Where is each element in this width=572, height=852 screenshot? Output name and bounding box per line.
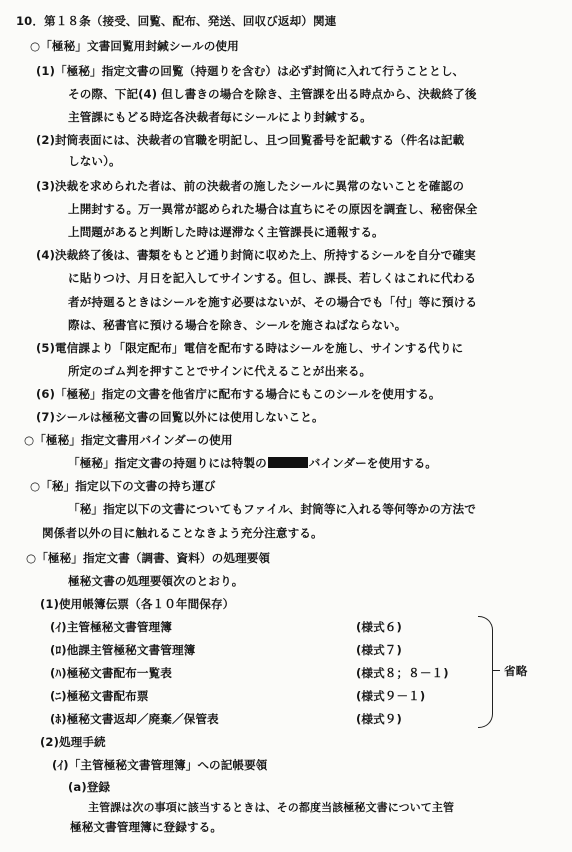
ledger-form: (様式８；８－１) (356, 666, 449, 680)
seal-item-4-line-2: に貼りつけ、月日を記入してサインする。但し、課長、若しくはこれに代わる (68, 271, 477, 286)
ledger-form: (様式９－１) (356, 689, 426, 704)
seal-item-5-line-1: (5)電信課より「限定配布」電信を配布する時はシールを施し、サインする代りに (36, 340, 464, 355)
ledger-bracket (478, 616, 493, 728)
carry-text-line-2: 関係者以外の目に触れることなきよう充分注意する。 (42, 525, 323, 540)
registration-text-line-2: 極秘文書管理簿に登録する。 (70, 820, 223, 834)
redaction-box (268, 457, 308, 468)
bracket-label: 省略 (504, 664, 528, 679)
ledger-name: (ﾛ)他課主管極秘文書管理簿 (50, 642, 196, 657)
binder-text-after: バインダーを使用する。 (308, 456, 437, 471)
seal-item-4-line-4: 際は、秘書官に預ける場合を除き、シールを施さねばならない。 (68, 317, 407, 332)
seal-item-4-line-1: (4)決裁終了後は、書類をもとど通り封筒に収めた上、所持するシールを自分で確実 (36, 248, 476, 263)
seal-item-3-line-1: (3)決裁を求められた者は、前の決裁者の施したシールに異常のないことを確認の (36, 179, 465, 193)
ledger-name: (ﾆ)極秘文書配布票 (50, 689, 149, 704)
seal-item-1-line-2: その際、下記(4) 但し書きの場合を除き、主管課を出る時点から、決裁終了後 (68, 86, 477, 101)
seal-item-2-line-1: (2)封筒表面には、決裁者の官職を明記し、且つ回覧番号を記載する（件名は記載 (36, 132, 465, 147)
procedure-sub-heading: (ｲ)「主管極秘文書管理簿」への記帳要領 (52, 758, 268, 773)
procedure-heading: (2)処理手続 (40, 735, 106, 750)
section-carry-heading: ○「秘」指定以下の文書の持ち運び (30, 479, 216, 494)
processing-intro: 極秘文書の処理要領次のとおり。 (68, 573, 244, 588)
seal-item-3-line-3: 上問題があると判断した時は遅滞なく主管課長に通報する。 (68, 225, 384, 240)
registration-text-line-1: 主管課は次の事項に該当するときは、その都度当該極秘文書について主管 (88, 800, 455, 814)
ledger-name: (ｲ)主管極秘文書管理簿 (50, 619, 172, 634)
seal-item-6: (6)「極秘」指定の文書を他省庁に配布する場合にもこのシールを使用する。 (36, 386, 441, 401)
ledger-form: (様式７) (356, 642, 402, 657)
ledger-name: (ﾊ)極秘文書配布一覧表 (50, 666, 172, 680)
binder-text (68, 456, 437, 470)
seal-item-7: (7)シールは極秘文書の回覧以外には使用しないこと。 (36, 410, 324, 424)
seal-item-1-line-1: (1)「極秘」指定文書の回覧（持廻りを含む）は必ず封筒に入れて行うこととし、 (36, 63, 465, 78)
seal-item-4-line-3: 者が持廻るときはシールを施す必要はないが、その場合でも「付」等に預ける (68, 294, 478, 309)
binder-text-before: 「極秘」指定文書の持廻りには特製の (68, 456, 267, 471)
carry-text-line-1: 「秘」指定以下の文書についてもファイル、封筒等に入れる等何等かの方法で (68, 502, 476, 517)
seal-item-5-line-2: 所定のゴム判を押すことでサインに代えることが出来る。 (68, 363, 372, 378)
seal-item-3-line-2: 上開封する。万一異常が認められた場合は直ちにその原因を調査し、秘密保全 (68, 202, 478, 217)
seal-item-1-line-3: 主管課にもどる時迄各決裁者毎にシールにより封緘する。 (68, 109, 372, 124)
ledger-name: (ﾎ)極秘文書返却／廃棄／保管表 (50, 712, 219, 727)
article-title: 10．第１８条（接受、回覧、配布、発送、回収び返却）関連 (16, 13, 337, 28)
section-processing-heading: ○「極秘」指定文書（調書、資料）の処理要領 (26, 550, 271, 565)
section-binder-heading: ○「極秘」指定文書用バインダーの使用 (24, 433, 233, 448)
ledger-form: (様式９) (356, 712, 402, 727)
section-seal-heading: ○「極秘」文書回覧用封緘シールの使用 (30, 38, 239, 53)
registration-heading: (a)登録 (68, 779, 111, 794)
ledger-form: (様式６) (356, 619, 402, 634)
ledger-bracket-tip (492, 670, 500, 672)
seal-item-2-line-2: しない）。 (68, 154, 121, 168)
ledger-list-heading: (1)使用帳簿伝票（各１０年間保存） (40, 596, 235, 611)
